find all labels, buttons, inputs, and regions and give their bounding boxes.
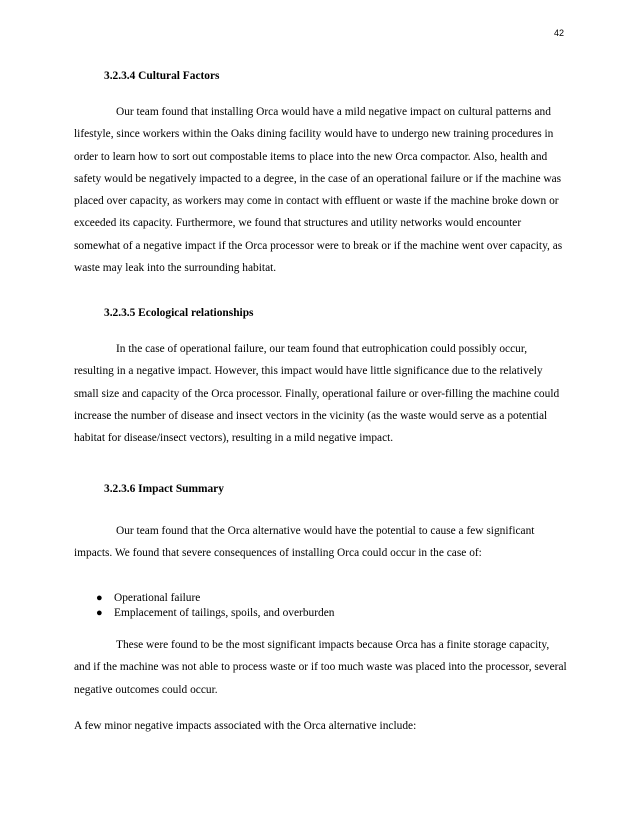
paragraph-minor-impacts-intro: A few minor negative impacts associated with the Orca alternative include: bbox=[74, 720, 417, 732]
list-item-text: Operational failure bbox=[114, 592, 201, 604]
bullet-icon: ● bbox=[96, 607, 103, 619]
section-heading-cultural-factors: 3.2.3.4 Cultural Factors bbox=[104, 70, 220, 82]
paragraph-ecological-relationships: In the case of operational failure, our team found that eutrophication could possibly occur, resulting in a negative impact. However, this impact would have little significance due to the relatively small size and capacity of the Orca processor. Finally, operational failure or over-filling the machine could increase the number of disease and insect vectors in the vicinity (as the waste would serve as a potential habitat for disease/insect vectors), resulting in a mild negative impact. bbox=[74, 343, 560, 445]
section-heading-ecological-relationships: 3.2.3.5 Ecological relationships bbox=[104, 307, 254, 319]
bullet-icon: ● bbox=[96, 592, 103, 604]
list-item bbox=[74, 606, 568, 621]
list-item-text: Emplacement of tailings, spoils, and overburden bbox=[114, 607, 335, 619]
impact-bullet-list bbox=[74, 591, 568, 621]
paragraph-cultural-factors: Our team found that installing Orca would have a mild negative impact on cultural patterns and lifestyle, since workers within the Oaks dining facility would have to undergo new training procedures in order to learn how to sort out compostable items to place into the new Orca compactor. Also, health and safety would be negatively impacted to a degree, in the case of an operational failure or if the machine was placed over capacity, as workers may come in contact with effluent or waste if the machine broke down or exceeded its capacity. Furthermore, we found that structures and utility networks would encounter somewhat of a negative impact if the Orca processor were to break or if the machine went over capacity, as waste may leak into the surrounding habitat. bbox=[74, 106, 563, 275]
paragraph-impact-summary: Our team found that the Orca alternative would have the potential to cause a few significant impacts. We found that severe consequences of installing Orca could occur in the case of: bbox=[74, 525, 535, 560]
section-heading-impact-summary: 3.2.3.6 Impact Summary bbox=[104, 483, 224, 495]
paragraph-summary-explanation: These were found to be the most significant impacts because Orca has a finite storage capacity, and if the machine was not able to process waste or if too much waste was placed into the processor, several negative outcomes could occur. bbox=[74, 639, 567, 696]
page-number: 42 bbox=[553, 28, 564, 38]
list-item bbox=[74, 591, 568, 606]
